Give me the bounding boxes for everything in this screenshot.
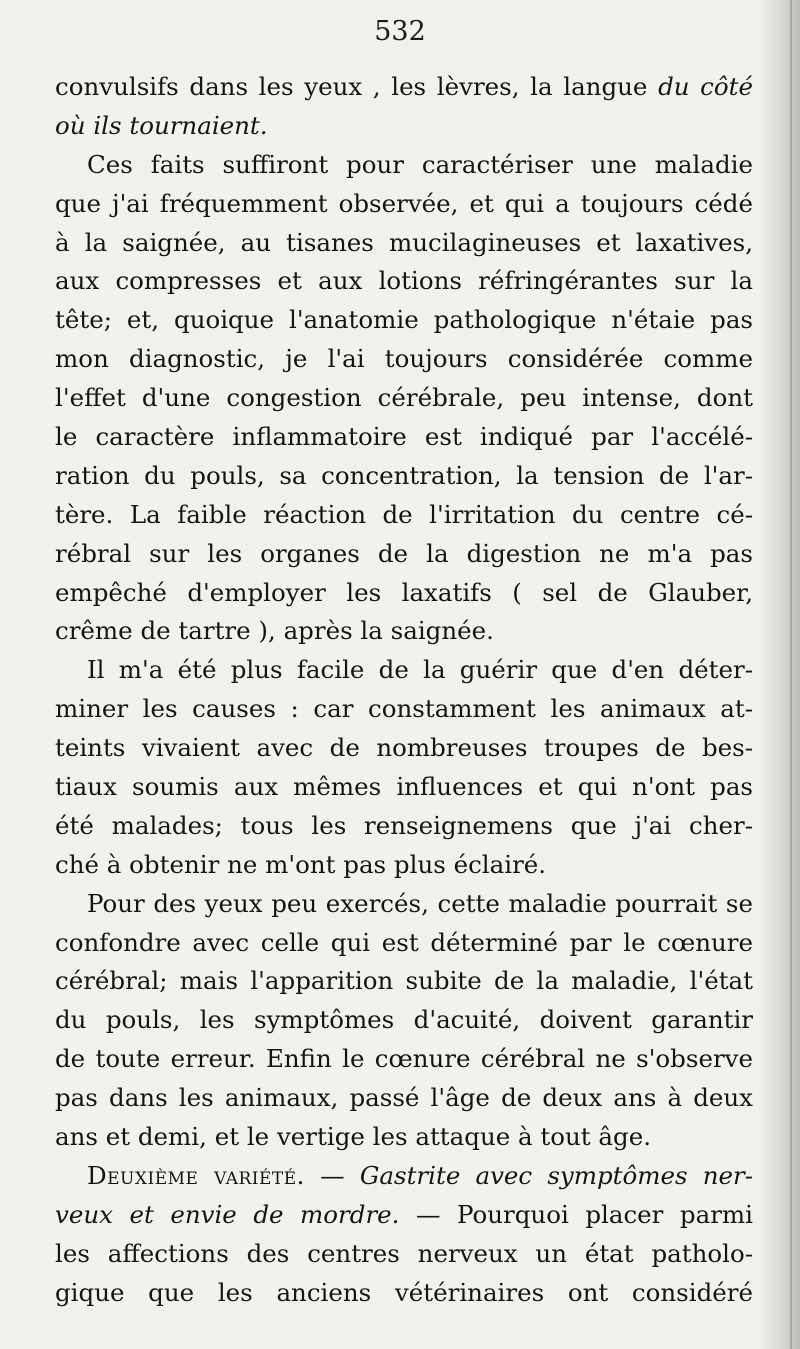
paragraph	[55, 146, 753, 652]
text-line	[55, 1040, 753, 1079]
text-line	[55, 1079, 753, 1118]
text-line	[55, 690, 753, 729]
italic-text: Gastrite avec symptômes ner-	[359, 1160, 753, 1190]
text-run: —	[304, 1160, 360, 1190]
text-line	[55, 574, 753, 613]
text-run: à la saignée, au tisanes mucilagineuses et laxatives,	[55, 227, 753, 257]
text-line	[55, 301, 753, 340]
body-text	[55, 68, 753, 1313]
text-line	[55, 224, 753, 263]
text-run: confondre avec celle qui est déterminé par le cœnure	[55, 927, 753, 957]
text-run: de toute erreur. Enfin le cœnure cérébral ne s'observe	[55, 1044, 753, 1074]
page-edge-line	[790, 0, 792, 1349]
text-run: ans et demi, et le vertige les attaque à tout âge.	[55, 1122, 651, 1152]
text-run: ché à obtenir ne m'ont pas plus éclairé.	[55, 849, 547, 879]
text-run: été malades; tous les renseignemens que j'ai cher-	[55, 810, 753, 840]
text-line	[55, 535, 753, 574]
text-run: Ces faits suffiront pour caractériser une maladie	[87, 149, 753, 179]
paragraph	[55, 651, 753, 884]
text-run: mon diagnostic, je l'ai toujours considérée comme	[55, 344, 753, 374]
paragraph	[55, 885, 753, 1157]
text-line	[55, 496, 753, 535]
text-run: Pour des yeux peu exercés, cette maladie pourrait se	[87, 888, 753, 918]
text-line	[55, 457, 753, 496]
text-run: — Pourquoi placer parmi	[399, 1199, 753, 1229]
section-heading: Deuxième variété.	[87, 1160, 305, 1190]
text-run: tête; et, quoique l'anatomie pathologique n'étaie pas	[55, 305, 753, 335]
text-line	[55, 612, 753, 651]
text-run: teints vivaient avec de nombreuses troupes de bes-	[55, 733, 753, 763]
text-line	[55, 1235, 753, 1274]
text-run: tère. La faible réaction de l'irritation du centre cé-	[55, 499, 753, 529]
text-line	[55, 262, 753, 301]
italic-text: veux et envie de mordre.	[55, 1199, 400, 1229]
page-number: 532	[374, 16, 426, 47]
text-line	[55, 924, 753, 963]
text-line	[55, 807, 753, 846]
text-line	[55, 885, 753, 924]
text-run: que j'ai fréquemment observée, et qui a toujours cédé	[55, 188, 753, 218]
text-run: empêché d'employer les laxatifs ( sel de Glauber,	[55, 577, 753, 607]
text-run: Il m'a été plus facile de la guérir que d'en déter-	[87, 655, 753, 685]
text-run: miner les causes : car constamment les animaux at-	[55, 694, 753, 724]
paragraph	[55, 68, 753, 146]
text-line	[55, 1157, 753, 1196]
text-run: gique que les anciens vétérinaires ont considéré	[55, 1277, 753, 1307]
text-run: les affections des centres nerveux un état patholo-	[55, 1238, 753, 1268]
text-run: l'effet d'une congestion cérébrale, peu intense, dont	[55, 383, 753, 413]
text-run: rébral sur les organes de la digestion ne m'a pas	[55, 538, 753, 568]
text-run: crême de tartre ), après la saignée.	[55, 616, 494, 646]
text-run: aux compresses et aux lotions réfringérantes sur la	[55, 266, 753, 296]
text-run: convulsifs dans les yeux , les lèvres, la langue	[55, 72, 659, 101]
text-line	[55, 379, 753, 418]
text-line	[55, 1196, 753, 1235]
italic-text: du côté	[658, 72, 753, 101]
text-line	[55, 962, 753, 1001]
text-line	[55, 146, 753, 185]
text-line	[55, 1274, 753, 1313]
text-line	[55, 1001, 753, 1040]
text-line	[55, 68, 753, 107]
paragraph	[55, 1157, 753, 1313]
text-run: le caractère inflammatoire est indiqué par l'accélé-	[55, 422, 753, 452]
text-line	[55, 185, 753, 224]
text-line	[55, 651, 753, 690]
text-run: ration du pouls, sa concentration, la tension de l'ar-	[55, 460, 753, 490]
text-line	[55, 418, 753, 457]
text-line	[55, 729, 753, 768]
text-line	[55, 846, 753, 885]
page-edge-shadow	[758, 0, 800, 1349]
italic-text: où ils tournaient.	[55, 110, 268, 140]
text-line	[55, 768, 753, 807]
text-line	[55, 107, 753, 146]
text-run: du pouls, les symptômes d'acuité, doivent garantir	[55, 1005, 753, 1035]
text-line	[55, 340, 753, 379]
text-run: tiaux soumis aux mêmes influences et qui n'ont pas	[55, 772, 753, 802]
text-run: pas dans les animaux, passé l'âge de deux ans à deux	[55, 1083, 753, 1113]
text-run: cérébral; mais l'apparition subite de la maladie, l'état	[55, 966, 753, 996]
text-line	[55, 1118, 753, 1157]
